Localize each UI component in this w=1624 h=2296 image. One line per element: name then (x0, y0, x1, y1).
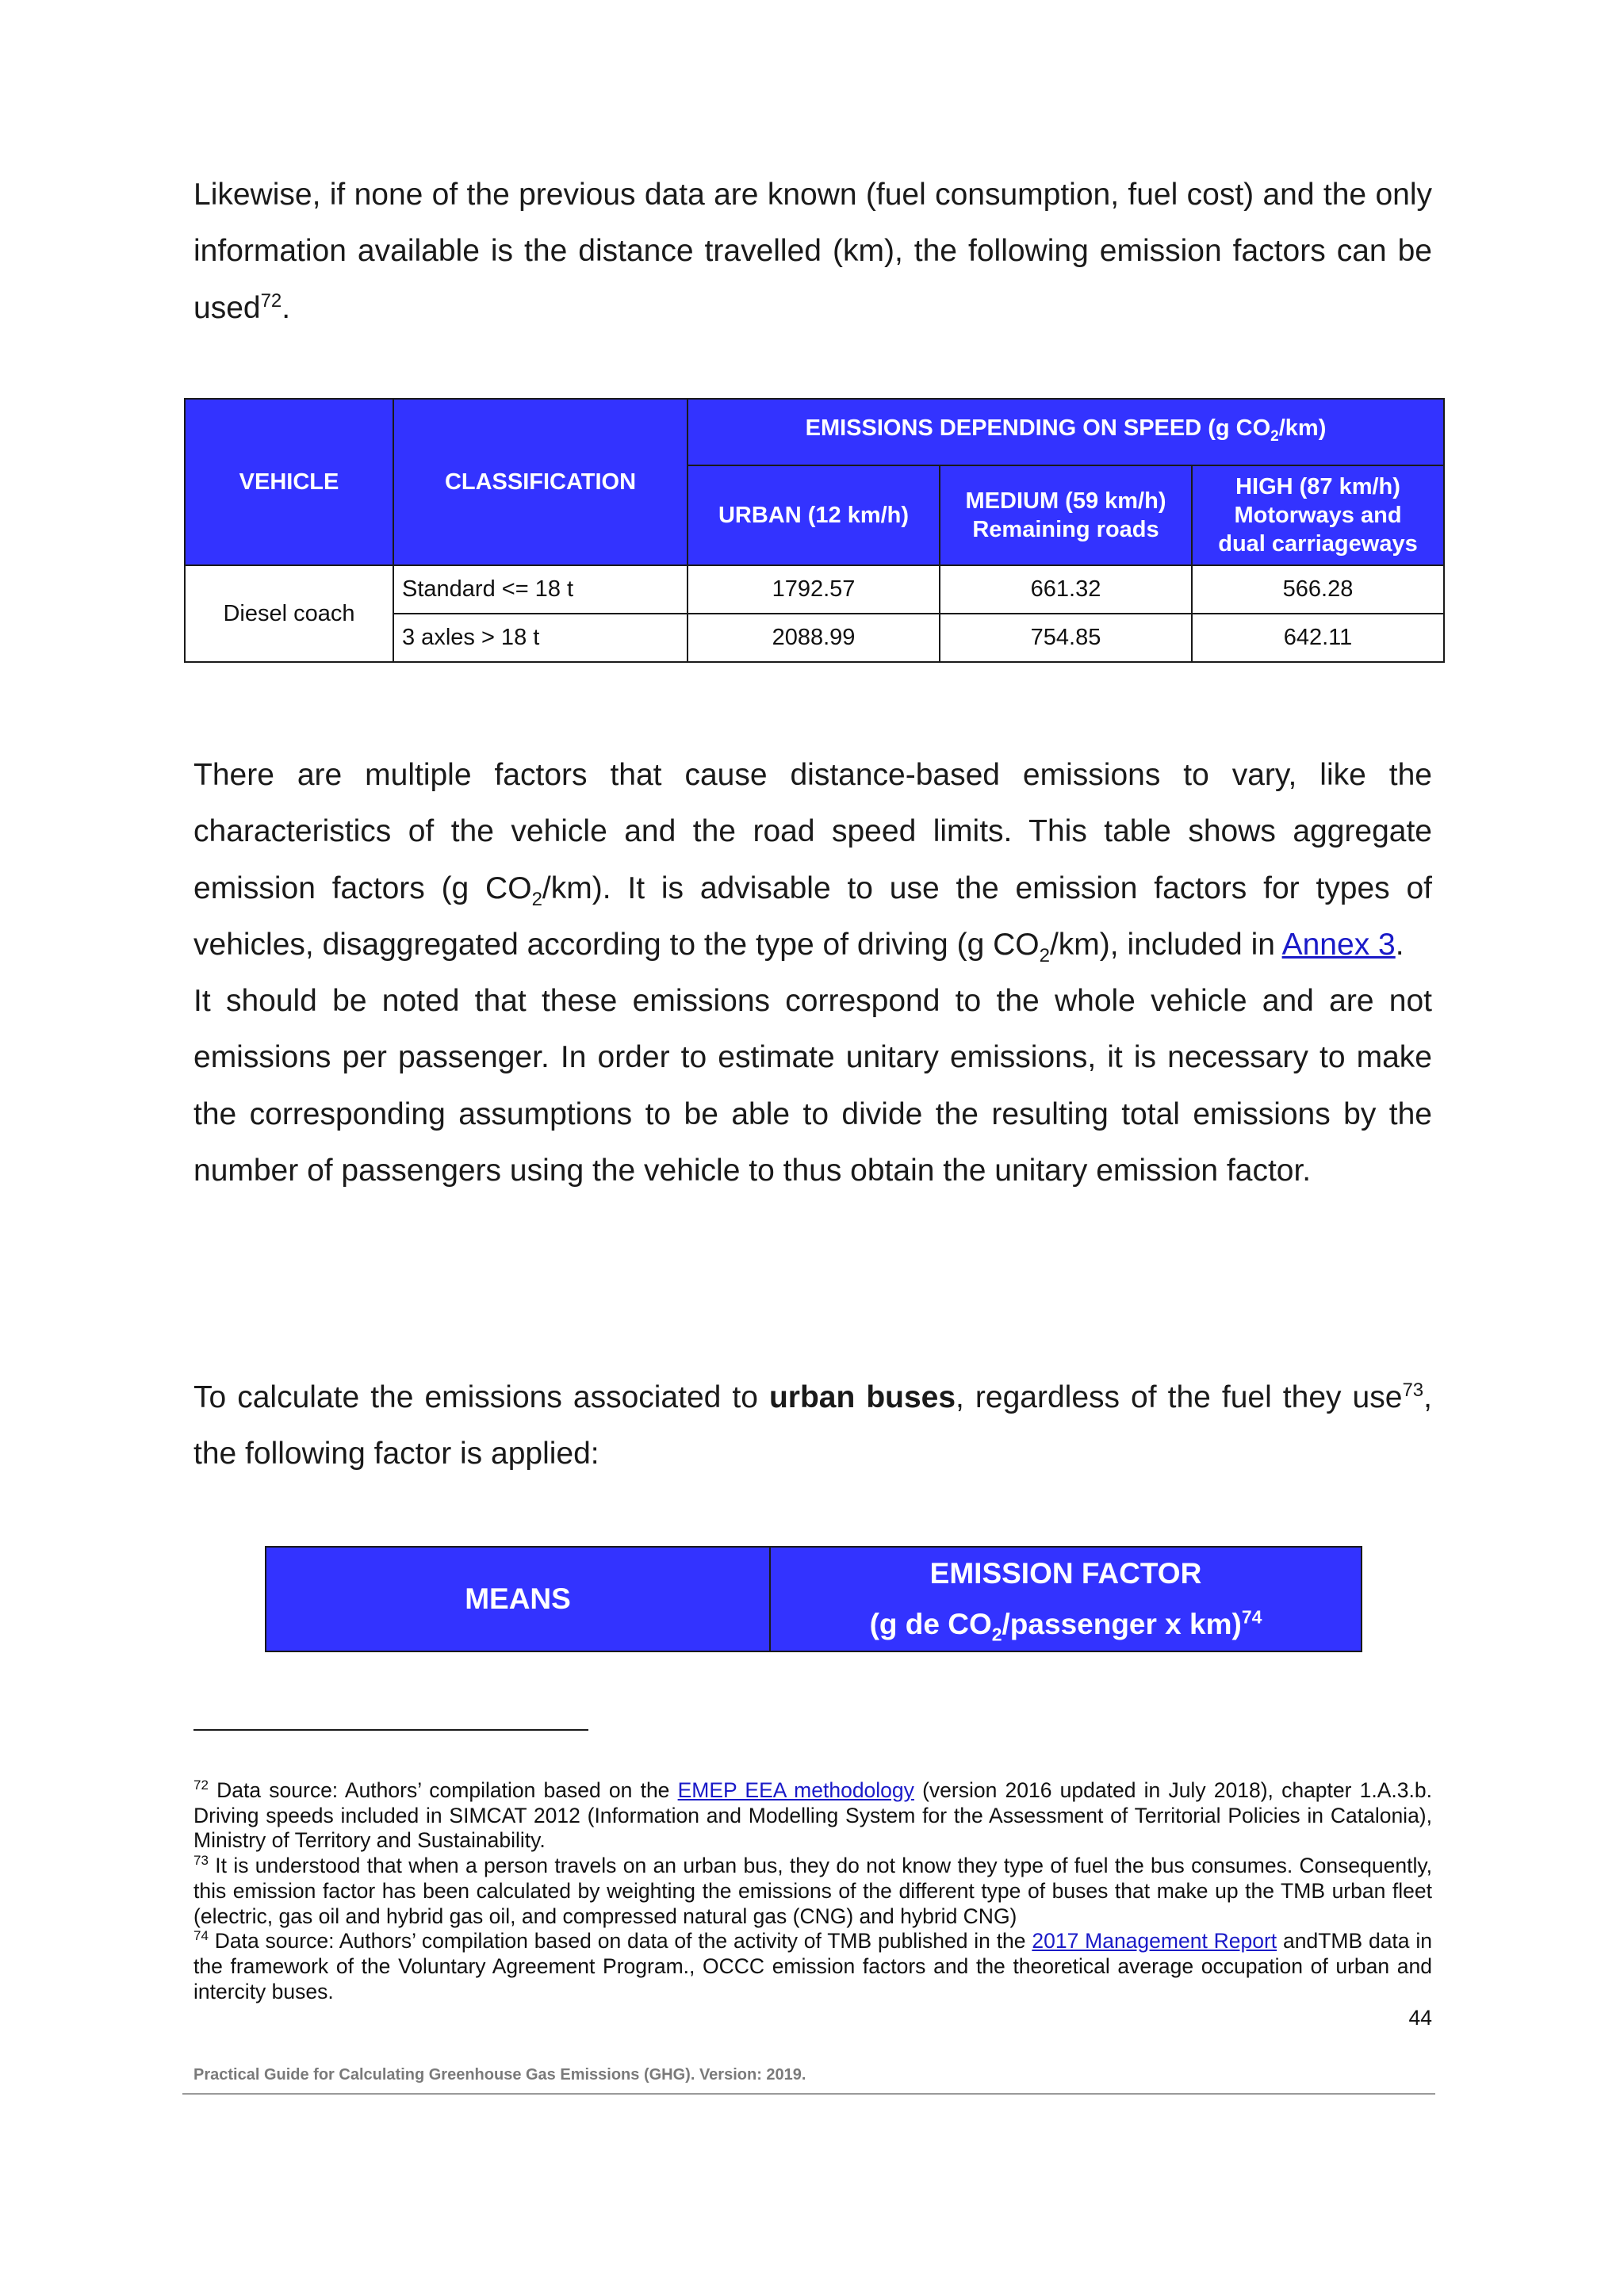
header-high: HIGH (87 km/h) Motorways and dual carriageways (1192, 465, 1444, 565)
footnote-ref-73[interactable]: 73 (1402, 1380, 1424, 1401)
footnote-72: $^{72}$ Data source: Authors’ compilation based on the EMEP EEA methodology (version 2016 updated in July 2018), chapter 1.A.3.b. Driving speeds included in SIMCAT 2012 (Information and Modelling System for the Assessment of Territorial Policies in Catalonia), Ministry of Territory and Sustainability. (193, 1777, 1432, 1853)
header-emission-factor: EMISSION FACTOR (g de $CO_2$/passenger x km)$^{74}$ (770, 1547, 1362, 1651)
header-urban: URBAN (12 km/h) (688, 465, 940, 565)
table-row (185, 565, 1444, 614)
classification-cell: Standard <= 18 t (393, 565, 688, 614)
urban-buses-paragraph: To calculate the emissions associated to urban buses, regardless of the fuel they use$^{73}$, the following factor is applied: (193, 1380, 1432, 1471)
footnote-ref-72[interactable]: 72 (260, 289, 282, 312)
footnote-74: $^{74}$ Data source: Authors’ compilation based on data of the activity of TMB published in the 2017 Management Report andTMB data in the framework of the Voluntary Agreement Program., OCCC emission factors and the theoretical average occupation of urban and intercity buses. (193, 1928, 1432, 2003)
page-number: 44 (1408, 2006, 1432, 2030)
vehicle-cell: Diesel coach (185, 565, 393, 662)
intro-text: Likewise, if none of the previous data are known (fuel consumption, fuel cost) and the only information available is the distance travelled (km), the following emission factors can be used (193, 178, 1432, 325)
medium-value: 754.85 (940, 614, 1192, 662)
urban-buses-bold: urban buses (768, 1380, 956, 1414)
header-medium: MEDIUM (59 km/h) Remaining roads (940, 465, 1192, 565)
management-report-link[interactable]: 2017 Management Report (1032, 1929, 1277, 1954)
footnote-divider (193, 1729, 588, 1731)
high-value: 642.11 (1192, 614, 1444, 662)
footnote-ref-74[interactable]: 74 (1241, 1606, 1262, 1628)
footer-divider (182, 2093, 1435, 2095)
urban-value: 1792.57 (688, 565, 940, 614)
header-classification: CLASSIFICATION (393, 399, 688, 565)
running-footer: Practical Guide for Calculating Greenhouse Gas Emissions (GHG). Version: 2019. (193, 2066, 806, 2084)
header-means: MEANS (266, 1547, 770, 1651)
emep-eea-link[interactable]: EMEP EEA methodology (677, 1778, 914, 1802)
header-emissions-speed: EMISSIONS DEPENDING ON SPEED (g $CO_2/km$) (688, 399, 1444, 465)
per-passenger-text: It should be noted that these emissions correspond to the whole vehicle and are not emissions per passenger. In order to estimate unitary emissions, it is necessary to make the corresponding assumptions to be able to divide the resulting total emissions by the number of passengers using the vehicle to thus obtain the unitary emission factor. (193, 984, 1432, 1188)
factors-paragraph: There are multiple factors that cause distance-based emissions to vary, like the characteristics of the vehicle and the road speed limits. This table shows aggregate emission factors (g $CO_2/km$). It is advisable to use the emission factors for types of vehicles, disaggregated according to the type of driving (g $CO_2/km$), included in Annex 3. It should be noted that these emissions correspond to the whole vehicle and are not emissions per passenger. In order to estimate unitary emissions, it is necessary to make the corresponding assumptions to be able to divide the resulting total emissions by the number of passengers using the vehicle to thus obtain the unitary emission factor. (193, 758, 1432, 1188)
emissions-by-speed-table (184, 398, 1445, 663)
urban-bus-emission-table (265, 1546, 1362, 1652)
urban-value: 2088.99 (688, 614, 940, 662)
footnotes (193, 1778, 1432, 2004)
high-value: 566.28 (1192, 565, 1444, 614)
classification-cell: 3 axles > 18 t (393, 614, 688, 662)
header-vehicle: VEHICLE (185, 399, 393, 565)
medium-value: 661.32 (940, 565, 1192, 614)
intro-paragraph: Likewise, if none of the previous data are known (fuel consumption, fuel cost) and the only information available is the distance travelled (km), the following emission factors can be used$^{72}$. (193, 178, 1432, 325)
annex-3-link[interactable]: Annex 3 (1281, 927, 1396, 962)
footnote-73: $^{73}$ It is understood that when a person travels on an urban bus, they do not know they type of fuel the bus consumes. Consequently, this emission factor has been calculated by weighting the emissions of the different type of buses that make up the TMB urban fleet (electric, gas oil and hybrid gas oil, and compressed natural gas (CNG) and hybrid CNG) (193, 1853, 1432, 1928)
